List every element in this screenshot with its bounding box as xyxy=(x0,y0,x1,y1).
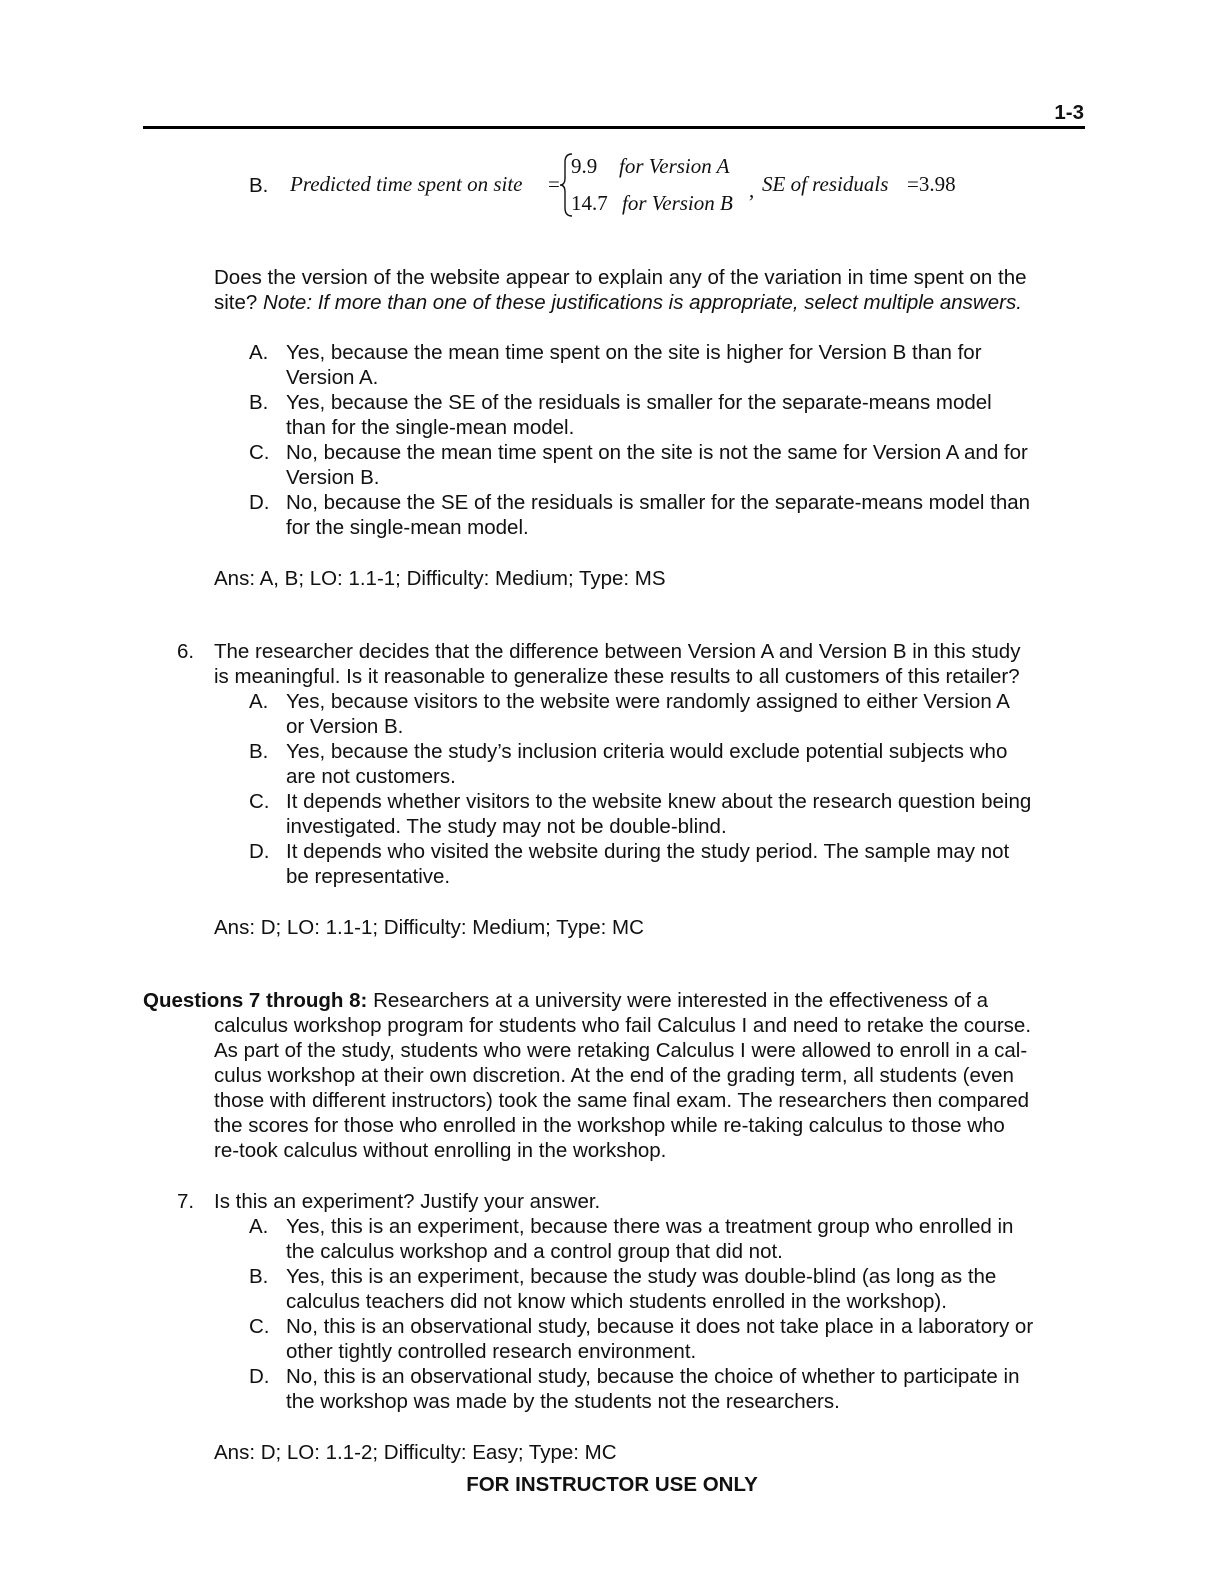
formula-comma: , xyxy=(749,178,755,202)
option-letter: B. xyxy=(249,391,269,414)
footer-notice: FOR INSTRUCTOR USE ONLY xyxy=(466,1473,758,1496)
q6-answer: Ans: D; LO: 1.1-1; Difficulty: Medium; Type: MC xyxy=(214,916,644,939)
intro-line: calculus workshop program for students who fail Calculus I and need to retake the course. xyxy=(214,1014,1032,1037)
option-text-line2: Version B. xyxy=(286,466,380,489)
followup-note: Note: If more than one of these justifications is appropriate, select multiple answers. xyxy=(263,291,1022,314)
option-text-line2: Version A. xyxy=(286,366,379,389)
option-letter: D. xyxy=(249,1365,270,1388)
intro-line: the scores for those who enrolled in the workshop while re-taking calculus to those who xyxy=(214,1114,1005,1137)
intro-line: As part of the study, students who were retaking Calculus I were allowed to enroll in a cal- xyxy=(214,1039,1028,1062)
formula-se-value: =3.98 xyxy=(907,172,956,196)
option-letter: A. xyxy=(249,341,269,364)
intro-line: culus workshop at their own discretion. At the end of the grading term, all students (even xyxy=(214,1064,1014,1087)
option-text-line1: No, this is an observational study, because the choice of whether to participate in xyxy=(286,1365,1020,1388)
formula-case2-value: 14.7 xyxy=(571,191,608,215)
option-text-line2: other tightly controlled research environment. xyxy=(286,1340,697,1363)
option-text-line1: Yes, because the SE of the residuals is smaller for the separate-means model xyxy=(286,391,992,414)
option-letter: D. xyxy=(249,840,270,863)
option-text-line2: the calculus workshop and a control group that did not. xyxy=(286,1240,783,1263)
q6-stem-line2: is meaningful. Is it reasonable to generalize these results to all customers of this retailer? xyxy=(214,665,1020,688)
q7-8-intro-body xyxy=(214,1013,1094,1163)
option-text-line2: investigated. The study may not be double-blind. xyxy=(286,815,727,838)
option-text-line2: for the single-mean model. xyxy=(286,516,529,539)
option-text-line2: be representative. xyxy=(286,865,451,888)
option-text-line1: Yes, this is an experiment, because the study was double-blind (as long as the xyxy=(286,1265,997,1288)
formula-block xyxy=(249,148,1049,220)
formula-case2-label: for Version B xyxy=(622,191,733,215)
option-letter: C. xyxy=(249,441,270,464)
q7-number: 7. xyxy=(177,1190,195,1213)
formula-case1-value: 9.9 xyxy=(571,154,598,178)
formula-case1-label: for Version A xyxy=(619,154,730,178)
option-letter: B. xyxy=(249,740,269,763)
intro-line: those with different instructors) took the same final exam. The researchers then compared xyxy=(214,1089,1030,1112)
option-text-line2: the workshop was made by the students not the researchers. xyxy=(286,1390,840,1413)
option-text-line2: or Version B. xyxy=(286,715,404,738)
followup-prompt xyxy=(214,265,1094,315)
page-number: 1-3 xyxy=(1054,101,1084,124)
option-text-line2: are not customers. xyxy=(286,765,456,788)
option-text-line1: No, because the SE of the residuals is smaller for the separate-means model than xyxy=(286,491,1031,514)
option-text-line1: Yes, because the study’s inclusion criteria would exclude potential subjects who xyxy=(286,740,1008,763)
option-text-line1: It depends who visited the website during the study period. The sample may not xyxy=(286,840,1010,863)
option-text-line1: No, this is an observational study, because it does not take place in a laboratory or xyxy=(286,1315,1034,1338)
intro-line: re-took calculus without enrolling in the workshop. xyxy=(214,1139,667,1162)
option-letter: C. xyxy=(249,1315,270,1338)
option-text-line1: Yes, because the mean time spent on the site is higher for Version B than for xyxy=(286,341,982,364)
option-letter: B. xyxy=(249,1265,269,1288)
formula-letter: B. xyxy=(249,174,269,197)
followup-prompt-site: site? xyxy=(214,291,258,314)
formula-se-label: SE of residuals xyxy=(762,172,889,196)
formula-lhs: Predicted time spent on site xyxy=(290,172,523,196)
option-text-line2: calculus teachers did not know which students enrolled in the workshop). xyxy=(286,1290,947,1313)
followup-prompt-line1: Does the version of the website appear to explain any of the variation in time spent on the xyxy=(214,266,1027,289)
option-text-line1: It depends whether visitors to the website knew about the research question being xyxy=(286,790,1032,813)
followup-prompt-line2 xyxy=(214,290,1094,315)
followup-answer: Ans: A, B; LO: 1.1-1; Difficulty: Medium; Type: MS xyxy=(214,567,666,590)
formula-equals: = xyxy=(548,172,560,196)
option-letter: C. xyxy=(249,790,270,813)
option-text-line2: than for the single-mean model. xyxy=(286,416,575,439)
q7-8-heading: Questions 7 through 8: xyxy=(143,989,368,1012)
q7-stem: Is this an experiment? Justify your answer. xyxy=(214,1190,601,1213)
q6-stem xyxy=(214,639,1094,689)
header-rule xyxy=(143,126,1085,129)
q6-stem-line1: The researcher decides that the difference between Version A and Version B in this study xyxy=(214,640,1021,663)
option-text-line1: Yes, because visitors to the website were randomly assigned to either Version A xyxy=(286,690,1010,713)
q7-8-intro-text: Researchers at a university were interested in the effectiveness of a xyxy=(373,989,989,1012)
q7-answer: Ans: D; LO: 1.1-2; Difficulty: Easy; Type: MC xyxy=(214,1441,617,1464)
option-letter: A. xyxy=(249,1215,269,1238)
q6-number: 6. xyxy=(177,640,195,663)
q7-8-intro-line1 xyxy=(143,988,1093,1013)
option-text-line1: Yes, this is an experiment, because there was a treatment group who enrolled in xyxy=(286,1215,1014,1238)
option-letter: D. xyxy=(249,491,270,514)
option-letter: A. xyxy=(249,690,269,713)
option-text-line1: No, because the mean time spent on the site is not the same for Version A and for xyxy=(286,441,1028,464)
